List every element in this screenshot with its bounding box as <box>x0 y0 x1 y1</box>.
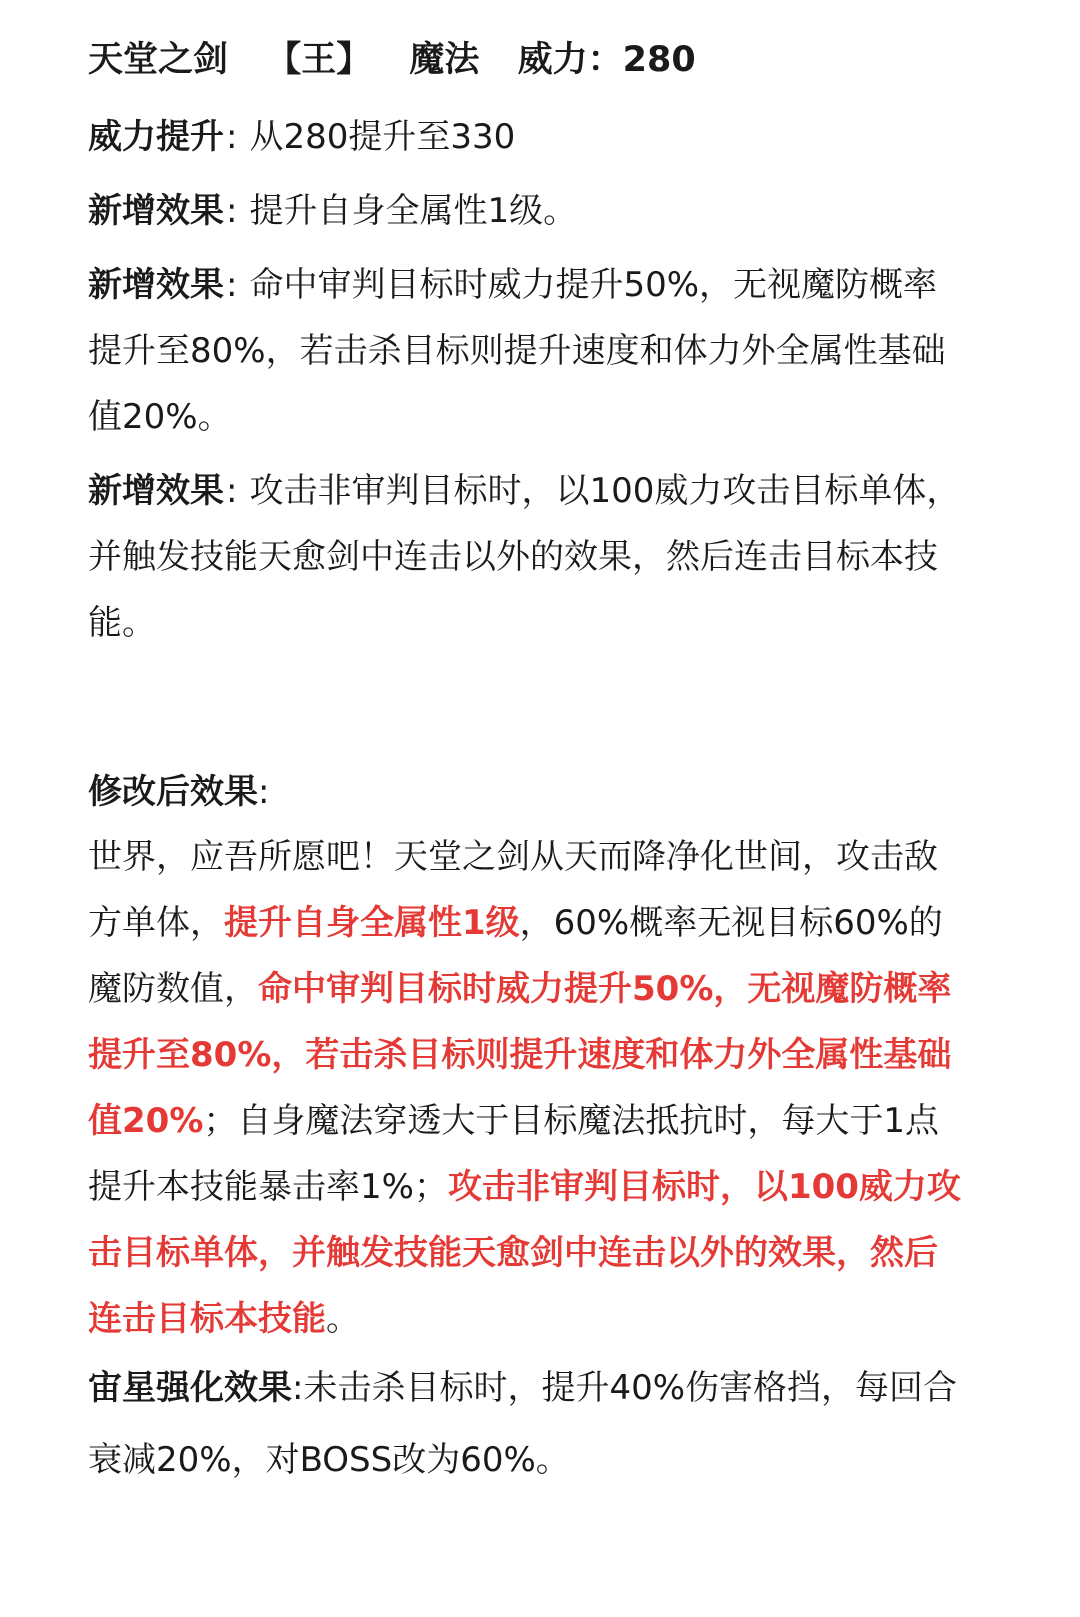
section-gap <box>88 664 970 760</box>
star-enhance <box>88 1352 970 1496</box>
upgrade-power <box>88 104 970 170</box>
upgrade-label: 威力提升 <box>88 117 224 157</box>
upgrade-label: 新增效果 <box>88 471 224 511</box>
upgrade-sep: : <box>226 265 238 305</box>
modified-segment: 。 <box>326 1299 360 1339</box>
star-text: 未击杀目标时，提升40%伤害格挡，每回合衰减20%，对BOSS改为60%。 <box>88 1368 958 1480</box>
skill-rank: 【王】 <box>266 40 372 80</box>
upgrade-sep: : <box>226 191 238 231</box>
star-sep: : <box>292 1368 304 1408</box>
skill-power: 威力：280 <box>517 40 696 80</box>
upgrade-effect-1 <box>88 178 970 244</box>
skill-name: 天堂之剑 <box>88 40 229 80</box>
modified-segment: ；自身魔法穿透大于目标魔法抵抗时，每大于1点提升本技能暴击率1%； <box>88 1101 940 1207</box>
skill-type: 魔法 <box>409 40 480 80</box>
modified-segment-highlight: 提升自身全属性1级 <box>224 903 520 943</box>
upgrade-effect-3 <box>88 458 970 656</box>
upgrade-label: 新增效果 <box>88 265 224 305</box>
upgrade-text: 提升自身全属性1级。 <box>249 191 578 231</box>
modified-segment-highlight: 攻击非审判目标时，以100威力攻击目标单体，并触发技能天愈剑中连击以外的效果，然后连击目标本技能 <box>88 1167 961 1339</box>
modified-label: 修改后效果 <box>88 772 258 812</box>
modified-segment: 世界，应吾所愿吧！天堂之剑从天而降净化世间，攻击敌方单体， <box>88 837 938 943</box>
upgrade-label: 新增效果 <box>88 191 224 231</box>
upgrade-sep: : <box>226 471 238 511</box>
upgrade-text: 从280提升至330 <box>249 117 516 157</box>
upgrade-text: 命中审判目标时威力提升50%，无视魔防概率提升至80%，若击杀目标则提升速度和体力外全属性基础值20%。 <box>88 265 946 437</box>
modified-segment-highlight: 命中审判目标时威力提升50%，无视魔防概率提升至80%，若击杀目标则提升速度和体力外全属性基础值20% <box>88 969 952 1141</box>
modified-segment: ，60%概率无视目标60%的魔防数值， <box>88 903 943 1009</box>
modified-sep: : <box>258 772 270 812</box>
upgrade-effect-2 <box>88 252 970 450</box>
upgrade-text: 攻击非审判目标时，以100威力攻击目标单体，并触发技能天愈剑中连击以外的效果，然后连击目标本技能。 <box>88 471 961 643</box>
star-label: 宙星强化效果 <box>88 1368 292 1408</box>
skill-title <box>88 32 970 88</box>
modified-body <box>88 824 970 1352</box>
modified-heading <box>88 760 970 824</box>
upgrade-sep: : <box>226 117 238 157</box>
